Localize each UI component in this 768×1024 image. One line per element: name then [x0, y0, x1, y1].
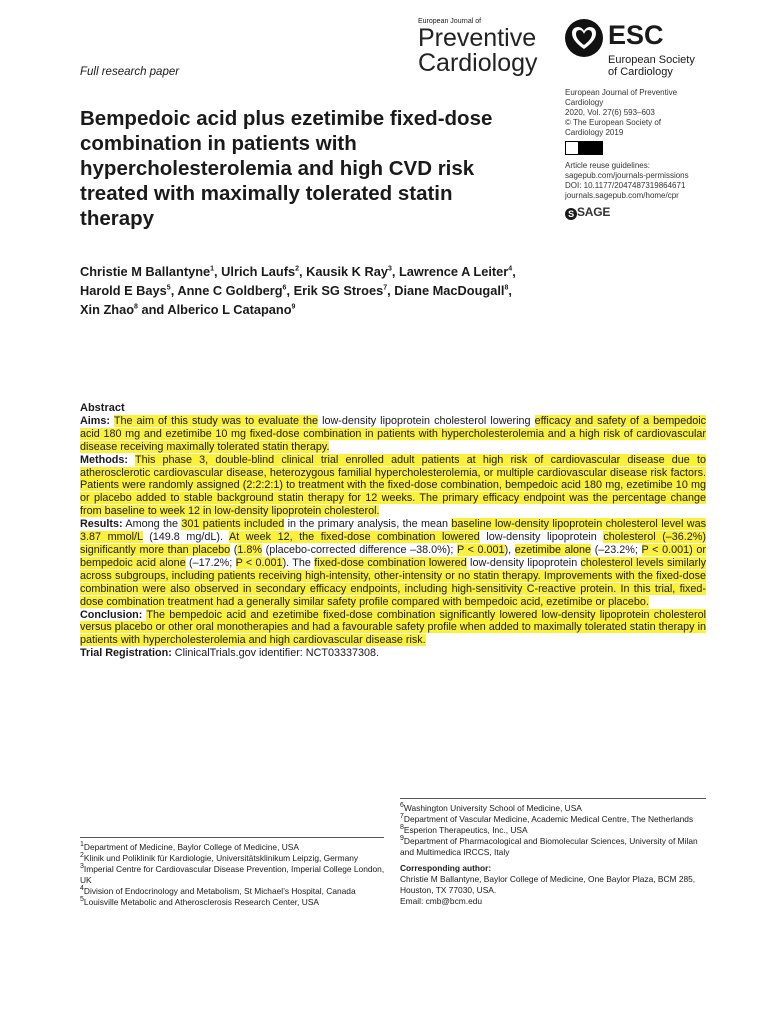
abstract-text: (149.8 mg/dL).: [142, 531, 229, 544]
abstract-text: ),: [504, 543, 515, 556]
registration-label: Trial Registration:: [80, 647, 172, 660]
author-separator: ,: [387, 283, 395, 298]
author-affiliation-marker: 3: [387, 265, 392, 273]
affiliation-text: Imperial Centre for Cardiovascular Disease Prevention, Imperial College London, UK: [80, 864, 385, 885]
author-name: Lawrence A Leiter: [398, 264, 509, 279]
abstract-text: in the primary analysis, the mean: [284, 518, 452, 531]
author-name: Anne C Goldberg: [177, 283, 283, 298]
affiliation-text: Department of Medicine, Baylor College of Medicine, USA: [83, 842, 299, 852]
highlighted-text: fixed-dose combination lowered: [314, 556, 467, 569]
author-affiliation-marker: 9: [291, 303, 296, 311]
author-separator: ,: [512, 264, 516, 279]
footnote-divider-right: [400, 798, 706, 799]
meta-copyright-line1: © The European Society of: [565, 118, 662, 127]
author-separator: ,: [299, 264, 307, 279]
author-affiliation-marker: 5: [166, 284, 171, 292]
meta-volume: 2020, Vol. 27(6) 593–603: [565, 108, 655, 117]
affiliation-number: 6: [400, 802, 404, 810]
methods-label: Methods:: [80, 453, 128, 466]
affiliation-number: 1: [80, 841, 84, 849]
meta-journal-line1: European Journal of Preventive: [565, 88, 678, 97]
author-name: Erik SG Stroes: [293, 283, 384, 298]
sage-logo: [565, 207, 715, 220]
affiliation-text: Division of Endocrinology and Metabolism, St Michael’s Hospital, Canada: [83, 886, 356, 896]
author-name: Diane MacDougall: [394, 283, 505, 298]
affiliations-left: [80, 842, 386, 908]
correspondence-heading: Corresponding author:: [400, 863, 492, 873]
affiliation-text: Esperion Therapeutics, Inc., USA: [403, 825, 528, 835]
affiliation-text: Washington University School of Medicine, USA: [403, 803, 582, 813]
abstract-text: (–17.2%;: [185, 556, 236, 569]
affiliation-item: [80, 886, 386, 897]
affiliation-number: 9: [400, 835, 404, 843]
highlighted-text: This phase 3, double-blind clinical trial enrolled adult patients at high risk of cardiovascular disease due to atherosclerotic cardiovascular disease, heterozygous familial hypercholesterolemia, or multiple cardiovascular disease risk factors. Patients were randomly assigned (2:2:2:1) to treatment with the fixed-dose combination, bempedoic acid 180 mg, ezetimibe 10 mg or placebo added to stable background statin therapy for 12 weeks. The primary efficacy endpoint was the percentage change from baseline to week 12 in low-density lipoprotein cholesterol.: [80, 453, 706, 518]
affiliation-number: 4: [80, 885, 84, 893]
highlighted-text: baseline low-density lipoprotein cholesterol level was 3.87 mmol/L: [80, 518, 706, 544]
abstract-text: (placebo-corrected difference –38.0%);: [261, 543, 457, 556]
highlighted-text: 301 patients included: [181, 518, 285, 531]
abstract-text: low-density lipoprotein: [466, 556, 581, 569]
meta-doi[interactable]: DOI: 10.1177/2047487319864671: [565, 181, 686, 190]
journal-name-line2: Cardiology: [418, 49, 538, 77]
affiliation-item: [80, 842, 386, 853]
journal-prefix: European Journal of: [418, 18, 482, 25]
abstract-aims: [80, 415, 706, 454]
highlighted-text: At week 12, the fixed-dose combination lowered: [229, 531, 480, 544]
affiliation-text: Department of Vascular Medicine, Academic Medical Centre, The Netherlands: [403, 814, 694, 824]
correspondence-email[interactable]: Email: cmb@bcm.edu: [400, 896, 483, 906]
highlighted-text: cholesterol (–36.2%) significantly more than placebo: [80, 531, 707, 556]
author-separator: ,: [170, 283, 178, 298]
abstract-text: low-density lipoprotein: [479, 531, 604, 544]
highlighted-text: P < 0.001: [456, 543, 505, 556]
abstract-text: low-density lipoprotein cholesterol lowering: [318, 414, 535, 427]
abstract-conclusion: [80, 609, 706, 648]
author-affiliation-marker: 8: [134, 303, 138, 311]
heart-icon: [564, 18, 604, 58]
author-name: Alberico L Catapano: [167, 302, 292, 317]
highlighted-text: The aim of this study was to evaluate the: [113, 414, 319, 427]
author-separator: ,: [508, 283, 512, 298]
affiliation-number: 3: [80, 863, 84, 871]
abstract: [80, 402, 706, 660]
esc-wordmark: ESC: [608, 20, 664, 50]
meta-copyright-line2: Cardiology 2019: [565, 128, 624, 137]
cc-license-icon: [565, 141, 603, 155]
affiliation-text: Department of Pharmacological and Biomolecular Sciences, University of Milan and Multimedica IRCCS, Italy: [400, 836, 698, 857]
author-separator: and: [137, 302, 168, 317]
highlighted-text: The bempedoic acid and ezetimibe fixed-dose combination significantly lowered low-density lipoprotein cholesterol versus placebo or other oral monotherapies and had a favourable safety profile when added to maximally tolerated statin therapy in patients with hypercholesterolemia and high cardiovascular disease risk.: [80, 608, 706, 647]
author-affiliation-marker: 6: [282, 284, 287, 292]
publication-meta: [565, 88, 715, 220]
affiliation-text: Klinik und Poliklinik für Kardiologie, Universitätsklinikum Leipzig, Germany: [83, 853, 359, 863]
affiliation-item: [400, 836, 706, 858]
affiliation-number: 2: [80, 852, 84, 860]
abstract-methods: [80, 454, 706, 519]
author-affiliation-marker: 2: [295, 265, 300, 273]
author-affiliation-marker: 4: [508, 265, 513, 273]
esc-name-line1: European Society: [608, 54, 695, 66]
author-name: Xin Zhao: [80, 302, 135, 317]
affiliation-number: 5: [80, 896, 84, 904]
abstract-text: [128, 454, 135, 466]
affiliations-right: [400, 803, 706, 907]
highlighted-text: P < 0.001) or bempedoic acid alone: [80, 543, 706, 569]
highlighted-text: P < 0.001: [235, 556, 283, 569]
author-list: [80, 262, 520, 319]
author-affiliation-marker: 7: [383, 284, 388, 292]
author-name: Harold E Bays: [80, 283, 167, 298]
author-name: Christie M Ballantyne: [80, 264, 211, 279]
meta-reuse-line1: Article reuse guidelines:: [565, 161, 650, 170]
abstract-registration: [80, 647, 706, 660]
aims-label: Aims:: [80, 414, 110, 427]
correspondence-address: Christie M Ballantyne, Baylor College of Medicine, One Baylor Plaza, BCM 285, Houston, TX 77030, USA.: [400, 874, 696, 895]
author-separator: ,: [391, 264, 399, 279]
journal-name-line1: Preventive: [418, 24, 537, 52]
author-separator: ,: [214, 264, 222, 279]
article-title: Bempedoic acid plus ezetimibe fixed-dose combination in patients with hypercholesterolemia and high CVD risk treated with maximally tolerated statin therapy: [80, 107, 493, 230]
affiliation-text: Louisville Metabolic and Atherosclerosis Research Center, USA: [83, 897, 319, 907]
sage-mark-icon: S: [565, 208, 577, 220]
meta-reuse-link[interactable]: sagepub.com/journals-permissions: [565, 171, 689, 180]
results-label: Results:: [80, 518, 123, 531]
affiliation-item: [80, 897, 386, 908]
registration-text: ClinicalTrials.gov identifier: NCT03337308.: [171, 647, 380, 660]
footnote-divider-left: [80, 837, 384, 838]
author-affiliation-marker: 8: [504, 284, 509, 292]
esc-logo: [562, 18, 712, 80]
affiliation-item: [80, 853, 386, 864]
meta-journal-line2: Cardiology: [565, 98, 604, 107]
abstract-text: Among the: [122, 518, 182, 531]
affiliation-item: [400, 814, 706, 825]
affiliation-number: 7: [400, 813, 404, 821]
sage-wordmark: SAGE: [577, 205, 611, 219]
abstract-text: (: [230, 543, 238, 556]
abstract-text: ). The: [282, 556, 315, 569]
highlighted-text: 1.8%: [237, 543, 262, 556]
author-name: Kausik K Ray: [306, 264, 388, 279]
conclusion-label: Conclusion:: [80, 608, 143, 621]
highlighted-text: efficacy and safety of a bempedoic acid 180 mg and ezetimibe 10 mg fixed-dose combination in patients with hypercholesterolemia and a high risk of cardiovascular disease receiving maximally tolerated statin therapy.: [80, 414, 707, 453]
esc-name-line2: of Cardiology: [608, 66, 673, 78]
abstract-results: [80, 518, 706, 608]
author-name: Ulrich Laufs: [221, 264, 296, 279]
section-label: Full research paper: [80, 66, 180, 78]
journal-logo: [418, 18, 553, 76]
author-affiliation-marker: 1: [210, 265, 215, 273]
abstract-heading: Abstract: [80, 402, 125, 414]
affiliation-number: 8: [400, 824, 404, 832]
highlighted-text: cholesterol levels similarly across subgroups, including patients receiving high-intensity, other-intensity or no statin therapy. Improvements with the fixed-dose combination were also observed in secondary efficacy endpoints, including high-sensitivity C-reactive protein. In this trial, fixed-dose combination treatment had a generally similar safety profile compared with bempedoic acid, ezetimibe or placebo.: [80, 556, 706, 608]
meta-journal-url[interactable]: journals.sagepub.com/home/cpr: [565, 191, 679, 200]
author-separator: ,: [286, 283, 294, 298]
highlighted-text: ezetimibe alone: [514, 543, 592, 556]
affiliation-item: [400, 825, 706, 836]
affiliation-item: [400, 803, 706, 814]
affiliation-item: [80, 864, 386, 886]
abstract-text: (–23.2%;: [591, 543, 642, 556]
